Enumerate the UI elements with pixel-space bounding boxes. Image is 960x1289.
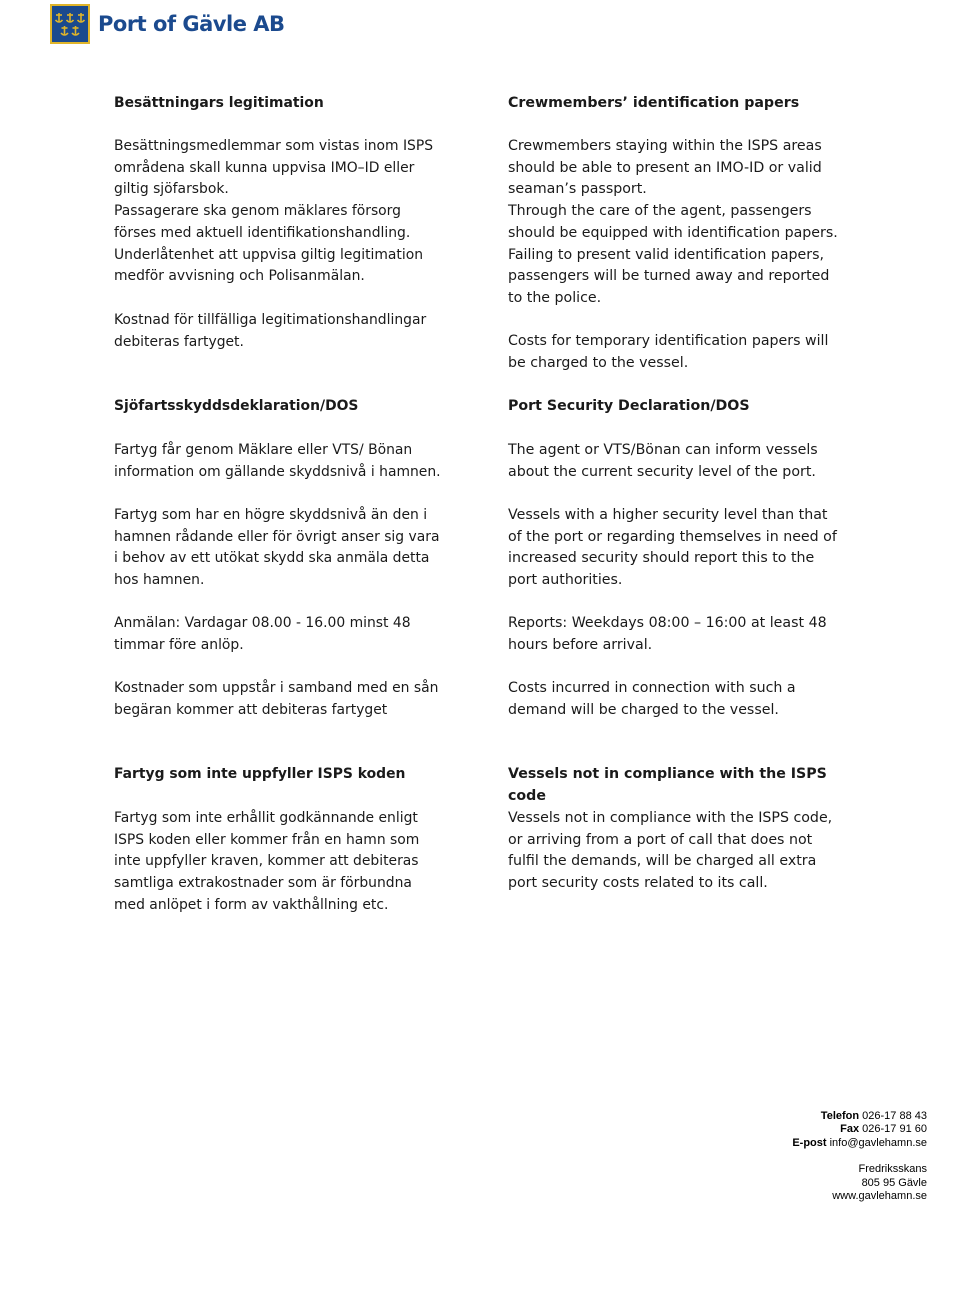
paragraph-block [114,678,438,721]
paragraph: Vessels with a higher security level than that of the port or regarding themselves in need of increased security should report this to the port authorities. [508,507,837,589]
email-address[interactable]: info@gavlehamn.se [829,1136,927,1149]
paragraph: Fartyg som inte erhållit godkännande enligt ISPS koden eller kommer från en hamn som inte uppfyller kraven, kommer att debiteras samtliga extrakostnader som är förbundna med anlöpet i form av vakthållning etc. [114,810,420,913]
paragraph: Costs for temporary identification papers will be charged to the vessel. [508,333,829,371]
paragraph: Fartyg får genom Mäklare eller VTS/ Bönan information om gällande skyddsnivå i hamnen. [114,442,441,480]
company-logo [50,2,285,46]
section-dos-sv [114,396,358,418]
paragraph: Vessels not in compliance with the ISPS code, or arriving from a port of call that does not fulfil the demands, will be charged all extra port security costs related to its call. [508,810,833,892]
section-dos-en [508,396,750,418]
website-link[interactable]: www.gavlehamn.se [832,1190,927,1203]
paragraph: Kostnader som uppstår i samband med en sån begäran kommer att debiteras fartyget [114,680,439,718]
paragraph: The agent or VTS/Bönan can inform vessels about the current security level of the port. [508,442,818,480]
paragraph-block [508,613,827,656]
paragraph-block [114,136,433,288]
section-heading: Sjöfartsskyddsdeklaration/DOS [114,398,359,414]
phone-line [792,1110,927,1123]
section-non-compliance-en [508,764,853,807]
paragraph-block [508,808,832,895]
section-crew-id-sv [114,93,324,115]
fax-line [792,1123,927,1136]
address-line-1: Fredriksskans [858,1163,927,1176]
paragraph-block [114,808,419,917]
address-line-2: 805 95 Gävle [861,1176,927,1189]
paragraph: Reports: Weekdays 08:00 – 16:00 at least 48 hours before arrival. [508,615,827,653]
section-crew-id-en [508,93,799,115]
section-heading: Fartyg som inte uppfyller ISPS koden [114,766,406,782]
anchors-emblem-icon [50,4,90,44]
paragraph: Fartyg som har en högre skyddsnivå än den i hamnen rådande eller för övrigt anser sig vara i behov av ett utökat skydd ska anmäla detta hos hamnen. [114,507,440,589]
paragraph-block [508,678,796,721]
phone-label: Telefon [820,1110,860,1122]
section-non-compliance-sv [114,764,405,786]
company-name: Port of Gävle AB [98,12,285,36]
section-heading: Vessels not in compliance with the ISPS code [508,766,827,804]
email-line [792,1137,927,1150]
contact-footer [792,1110,927,1203]
section-heading: Crewmembers’ identification papers [508,95,800,111]
paragraph: Costs incurred in connection with such a demand will be charged to the vessel. [508,680,796,718]
paragraph: Anmälan: Vardagar 08.00 - 16.00 minst 48 timmar före anlöp. [114,615,411,653]
fax-label: Fax [840,1123,860,1136]
paragraph: Crewmembers staying within the ISPS areas should be able to present an IMO-ID or valid seaman’s passport. Through the care of the agent, passengers should be equipped with identification papers. Failing to present valid identification papers, passengers will be turned away and reported to the police. [508,138,838,306]
paragraph: Besättningsmedlemmar som vistas inom ISPS områdena skall kunna uppvisa IMO–ID eller giltig sjöfarsbok. Passagerare ska genom mäklares försorg förses med aktuell identifikationshandling. Underlåtenhet att uppvisa giltig legitimation medför avvisning och Polisanmälan. [114,138,434,285]
fax-number: 026-17 91 60 [862,1123,927,1136]
paragraph-block [114,310,426,353]
paragraph-block [508,331,828,374]
paragraph-block [508,136,838,310]
paragraph-block [114,505,439,592]
paragraph-block [508,505,837,592]
paragraph-block [114,613,411,656]
section-heading: Port Security Declaration/DOS [508,398,750,414]
section-heading: Besättningars legitimation [114,95,324,111]
paragraph-block [508,440,818,483]
paragraph-block [114,440,441,483]
paragraph: Kostnad för tillfälliga legitimationshandlingar debiteras fartyget. [114,312,427,350]
email-label: E-post [792,1136,827,1149]
phone-number: 026-17 88 43 [862,1110,927,1122]
